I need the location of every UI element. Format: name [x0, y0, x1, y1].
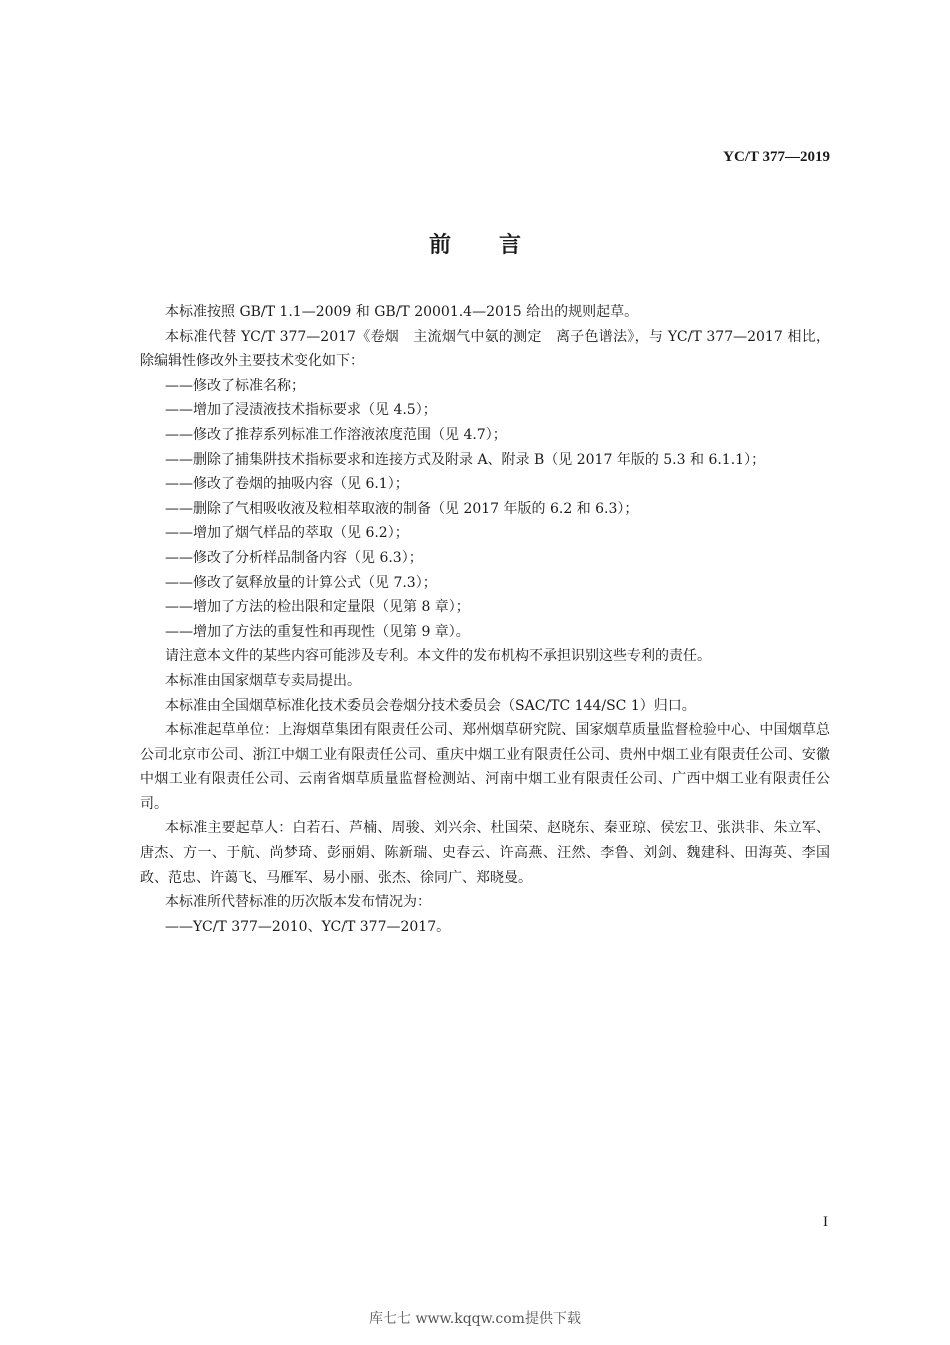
- list-item: ——YC/T 377—2010、YC/T 377—2017。: [165, 918, 451, 935]
- list-item: ——增加了方法的重复性和再现性（见第 9 章）。: [165, 623, 470, 640]
- page-title: 前言: [428, 233, 569, 258]
- list-item: ——删除了气相吸收液及粒相萃取液的制备（见 2017 年版的 6.2 和 6.3）；: [165, 500, 639, 517]
- list-item: ——修改了分析样品制备内容（见 6.3）；: [165, 549, 423, 566]
- list-item: ——增加了浸渍液技术指标要求（见 4.5）；: [165, 402, 437, 419]
- list-item: ——增加了方法的检出限和定量限（见第 8 章）；: [165, 599, 470, 616]
- list-item: ——删除了捕集阱技术指标要求和连接方式及附录 A、附录 B（见 2017 年版的 5.3 和 6.1.1）；: [165, 451, 766, 468]
- footer-watermark: 库七七 www.kqqw.com提供下载: [369, 1311, 581, 1327]
- list-item: ——增加了烟气样品的萃取（见 6.2）；: [165, 525, 409, 542]
- paragraph-patent-notice: 请注意本文件的某些内容可能涉及专利。本文件的发布机构不承担识别这些专利的责任。: [165, 648, 711, 665]
- list-item: ——修改了标准名称；: [165, 377, 305, 394]
- standard-code: YC/T 377—2019: [723, 149, 830, 165]
- page-number: I: [823, 1214, 828, 1230]
- paragraph-replacement: 本标准代替 YC/T 377—2017《卷烟 主流烟气中氨的测定 离子色谱法》，与 YC/T 377—2017 相比，除编辑性修改外主要技术变化如下：: [140, 328, 830, 370]
- paragraph-proposed-by: 本标准由国家烟草专卖局提出。: [165, 672, 361, 689]
- paragraph-drafters: 本标准主要起草人：白若石、芦楠、周骏、刘兴余、杜国荣、赵晓东、秦亚琼、侯宏卫、张洪非、朱立军、唐杰、方一、于航、尚梦琦、彭丽娟、陈新瑞、史春云、许高燕、汪然、李鲁、刘剑、魏建科、田海英、李国政、范忠、许蔼飞、马雁军、易小丽、张杰、徐同广、郑晓曼。: [140, 820, 830, 886]
- foreword-body: [140, 300, 830, 939]
- paragraph-drafting-units: 本标准起草单位：上海烟草集团有限责任公司、郑州烟草研究院、国家烟草质量监督检验中心、中国烟草总公司北京市公司、浙江中烟工业有限责任公司、重庆中烟工业有限责任公司、贵州中烟工业有限责任公司、安徽中烟工业有限责任公司、云南省烟草质量监督检测站、河南中烟工业有限责任公司、广西中烟工业有限责任公司。: [140, 722, 830, 812]
- list-item: ——修改了氨释放量的计算公式（见 7.3）；: [165, 574, 437, 591]
- paragraph-drafting-rules: 本标准按照 GB/T 1.1—2009 和 GB/T 20001.4—2015 给出的规则起草。: [165, 304, 639, 320]
- list-item: ——修改了推荐系列标准工作溶液浓度范围（见 4.7）；: [165, 426, 507, 443]
- list-item: ——修改了卷烟的抽吸内容（见 6.1）；: [165, 476, 409, 493]
- paragraph-version-history: 本标准所代替标准的历次版本发布情况为：: [165, 894, 431, 911]
- changes-list: [140, 374, 830, 645]
- paragraph-under-jurisdiction: 本标准由全国烟草标准化技术委员会卷烟分技术委员会（SAC/TC 144/SC 1）归口。: [165, 697, 696, 714]
